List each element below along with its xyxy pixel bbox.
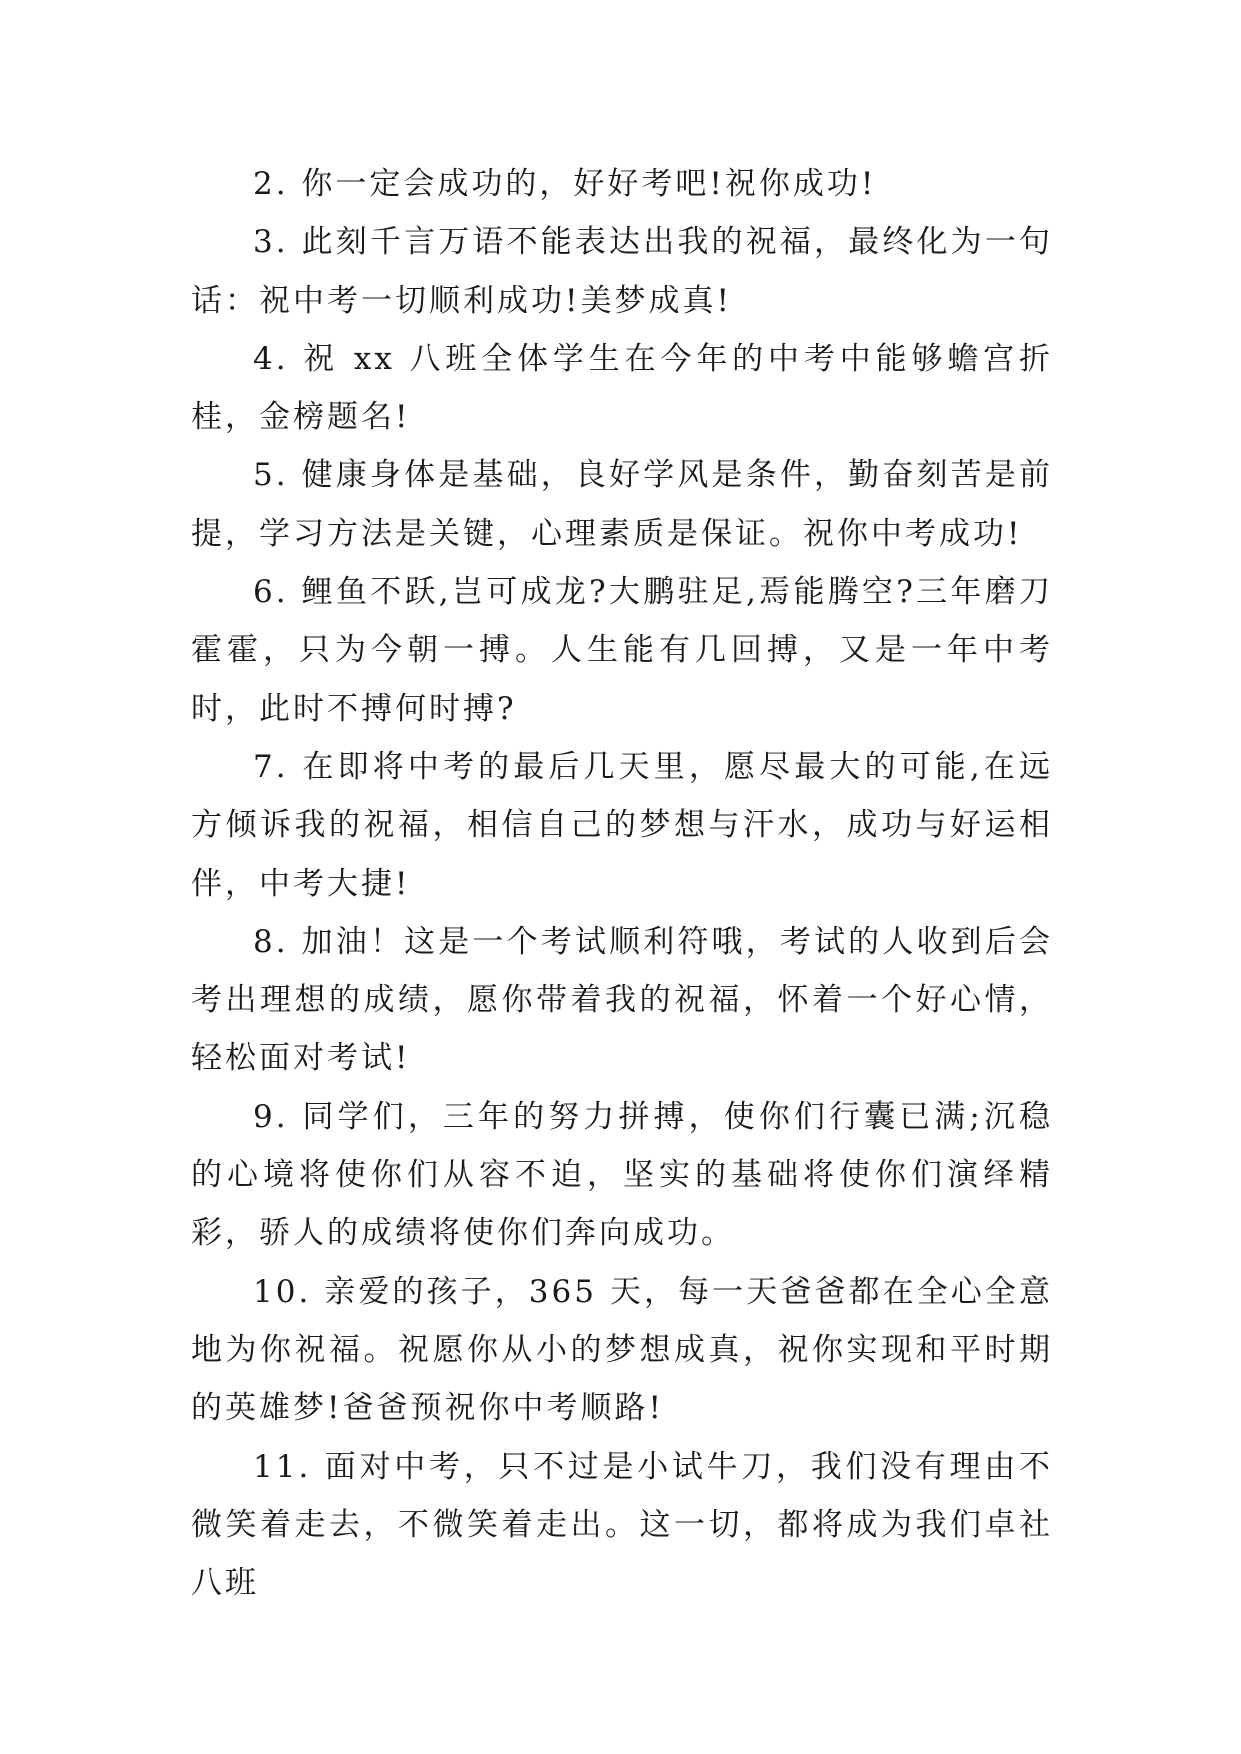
paragraph-item-6: 6. 鲤鱼不跃,岂可成龙?大鹏驻足,焉能腾空?三年磨刀霍霍，只为今朝一搏。人生能有几回搏，又是一年中考时，此时不搏何时搏? xyxy=(191,574,1053,727)
document-body xyxy=(191,155,1053,1612)
paragraph-item-8: 8. 加油！这是一个考试顺利符哦，考试的人收到后会考出理想的成绩，愿你带着我的祝福，怀着一个好心情，轻松面对考试! xyxy=(191,923,1053,1077)
paragraph-item-4: 4. 祝 xx 八班全体学生在今年的中考中能够蟾宫折桂，金榜题名! xyxy=(191,340,1053,436)
paragraph-item-10: 10. 亲爱的孩子，365 天，每一天爸爸都在全心全意地为你祝福。祝愿你从小的梦想成真，祝你实现和平时期的英雄梦!爸爸预祝你中考顺路! xyxy=(191,1273,1053,1427)
paragraph-item-9: 9. 同学们，三年的努力拼搏，使你们行囊已满;沉稳的心境将使你们从容不迫，坚实的基础将使你们演绎精彩，骄人的成绩将使你们奔向成功。 xyxy=(191,1098,1053,1252)
paragraph-item-7: 7. 在即将中考的最后几天里，愿尽最大的可能,在远方倾诉我的祝福，相信自己的梦想与汗水，成功与好运相伴，中考大捷! xyxy=(191,748,1053,902)
paragraph-item-5: 5. 健康身体是基础，良好学风是条件，勤奋刻苦是前提，学习方法是关键，心理素质是保证。祝你中考成功! xyxy=(191,457,1053,552)
paragraph-item-3: 3. 此刻千言万语不能表达出我的祝福，最终化为一句话：祝中考一切顺利成功!美梦成真! xyxy=(191,224,1053,319)
paragraph-item-2: 2. 你一定会成功的，好好考吧!祝你成功! xyxy=(253,166,877,202)
paragraph-item-11: 11. 面对中考，只不过是小试牛刀，我们没有理由不微笑着走去，不微笑着走出。这一切，都将成为我们卓社八班 xyxy=(191,1448,1053,1602)
